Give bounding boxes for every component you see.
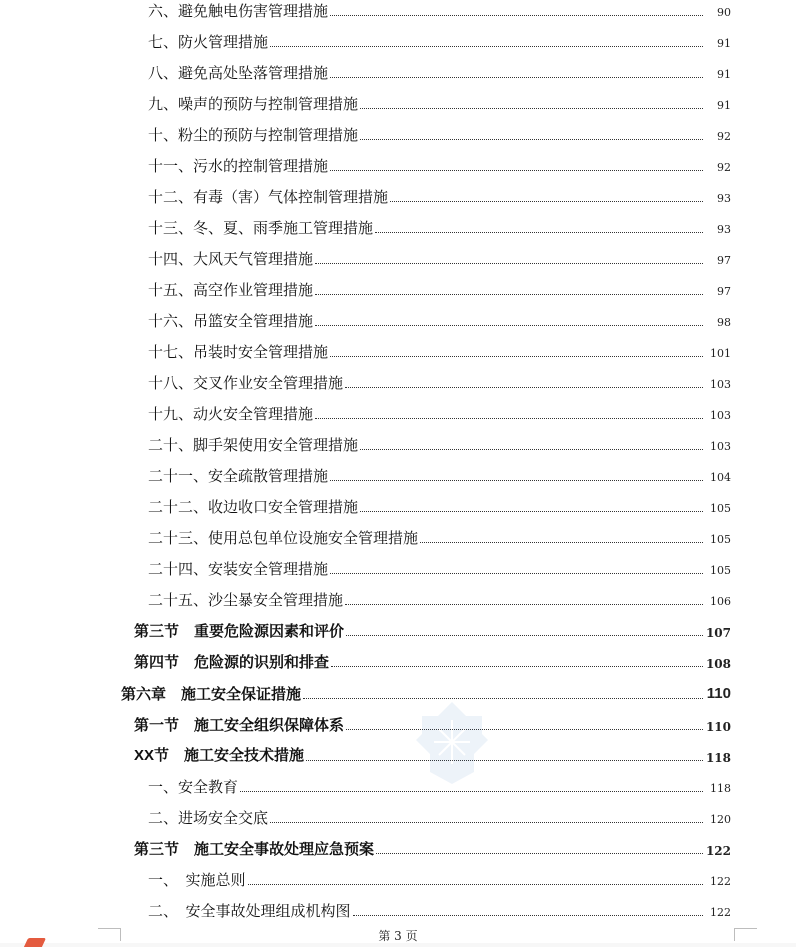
toc-page-number: 107	[705, 626, 731, 640]
toc-leader-dots	[315, 294, 703, 295]
toc-leader-dots	[346, 635, 703, 636]
toc-leader-dots	[330, 170, 703, 171]
toc-entry[interactable]	[148, 93, 731, 113]
toc-entry-title: 十七、吊装时安全管理措施	[148, 343, 329, 361]
toc-entry-title: 十一、污水的控制管理措施	[148, 157, 329, 175]
toc-page-number: 105	[710, 533, 731, 546]
footer-corner-left	[98, 928, 121, 941]
toc-entry-title: 二十五、沙尘暴安全管理措施	[148, 591, 344, 609]
toc-page-number: 118	[710, 782, 731, 795]
toc-entry-prefix: XX	[134, 747, 155, 764]
toc-page-number: 91	[717, 68, 731, 81]
toc-entry-title: 二十二、收边收口安全管理措施	[148, 498, 359, 516]
toc-leader-dots	[240, 791, 703, 792]
toc-leader-dots	[330, 77, 703, 78]
toc-entry[interactable]	[148, 465, 731, 485]
toc-entry[interactable]	[148, 124, 731, 144]
toc-page-number: 92	[717, 130, 731, 143]
toc-entry[interactable]	[148, 0, 731, 20]
toc-leader-dots	[376, 853, 703, 854]
toc-page-number: 104	[710, 471, 731, 484]
toc-page-number: 93	[717, 223, 731, 236]
toc-entry-title: 第四节 危险源的识别和排查	[134, 653, 330, 671]
toc-page-number: 110	[706, 685, 731, 702]
toc-page-number: 92	[717, 161, 731, 174]
toc-page-number: 97	[717, 285, 731, 298]
toc-page-number: 103	[710, 409, 731, 422]
toc-entry-title: 第三节 重要危险源因素和评价	[134, 622, 345, 640]
toc-entry[interactable]	[148, 869, 731, 889]
toc-entry-title: 二、进场安全交底	[148, 809, 269, 827]
toc-leader-dots	[330, 356, 703, 357]
toc-entry[interactable]	[148, 279, 731, 299]
toc-leader-dots	[330, 573, 703, 574]
toc-entry[interactable]	[148, 31, 731, 51]
toc-leader-dots	[270, 822, 703, 823]
toc-entry-title: 九、噪声的预防与控制管理措施	[148, 95, 359, 113]
toc-entry-title-text: 节 施工安全技术措施	[154, 746, 305, 764]
toc-page-number: 91	[717, 37, 731, 50]
toc-entry-title: 第一节 施工安全组织保障体系	[134, 716, 345, 734]
toc-page-number: 118	[705, 751, 731, 765]
toc-entry-title: 十二、有毒（害）气体控制管理措施	[148, 188, 389, 206]
toc-page-number: 90	[717, 6, 731, 19]
toc-page-number: 120	[710, 813, 731, 826]
toc-page-number: 106	[710, 595, 731, 608]
toc-leader-dots	[345, 604, 703, 605]
toc-leader-dots	[303, 698, 703, 699]
toc-leader-dots	[315, 325, 703, 326]
toc-page-number: 97	[717, 254, 731, 267]
toc-entry[interactable]	[148, 403, 731, 423]
toc-page-number: 108	[705, 657, 731, 671]
toc-page-number: 105	[710, 564, 731, 577]
toc-entry-title: 第三节 施工安全事故处理应急预案	[134, 840, 375, 858]
toc-page-number: 122	[710, 906, 731, 919]
toc-page-number: 101	[710, 347, 731, 360]
toc-entry-title: 二十三、使用总包单位设施安全管理措施	[148, 529, 419, 547]
toc-entry-title: 一、安全教育	[148, 778, 239, 796]
toc-page-number: 98	[717, 316, 731, 329]
toc-entry-title: 七、防火管理措施	[148, 33, 269, 51]
toc-entry[interactable]	[148, 900, 731, 920]
toc-leader-dots	[375, 232, 703, 233]
toc-entry-title: 二、 安全事故处理组成机构图	[148, 902, 351, 920]
toc-entry-title	[134, 746, 304, 765]
toc-leader-dots	[420, 542, 703, 543]
toc-leader-dots	[248, 884, 703, 885]
toc-leader-dots	[360, 449, 703, 450]
toc-entry-title: 十五、高空作业管理措施	[148, 281, 314, 299]
toc-entry-title: 二十四、安装安全管理措施	[148, 560, 329, 578]
toc-entry[interactable]	[148, 155, 731, 175]
toc-entry[interactable]	[148, 558, 731, 578]
toc-entry[interactable]	[148, 217, 731, 237]
toc-leader-dots	[345, 387, 703, 388]
toc-page-number: 103	[710, 378, 731, 391]
toc-leader-dots	[390, 201, 703, 202]
toc-entry-title: 十四、大风天气管理措施	[148, 250, 314, 268]
toc-entry[interactable]	[148, 62, 731, 82]
toc-entry-title: 十三、冬、夏、雨季施工管理措施	[148, 219, 374, 237]
toc-entry-title: 六、避免触电伤害管理措施	[148, 2, 329, 20]
page-number: 第 3 页	[378, 929, 418, 943]
toc-entry-title: 一、 实施总则	[148, 871, 246, 889]
toc-leader-dots	[330, 480, 703, 481]
toc-page-number: 103	[710, 440, 731, 453]
toc-entry-title: 十九、动火安全管理措施	[148, 405, 314, 423]
toc-entry[interactable]	[148, 186, 731, 206]
toc-leader-dots	[360, 511, 703, 512]
toc-entry[interactable]	[148, 248, 731, 268]
toc-page-number: 105	[710, 502, 731, 515]
toc-leader-dots	[360, 139, 703, 140]
toc-leader-dots	[306, 760, 703, 761]
toc-entry-title: 十、粉尘的预防与控制管理措施	[148, 126, 359, 144]
toc-entry-title: 八、避免高处坠落管理措施	[148, 64, 329, 82]
toc-leader-dots	[353, 915, 703, 916]
toc-entry[interactable]	[148, 310, 731, 330]
toc-entry-title: 十八、交叉作业安全管理措施	[148, 374, 344, 392]
toc-entry[interactable]	[148, 372, 731, 392]
footer-corner-right	[734, 928, 757, 941]
toc-page-number: 91	[717, 99, 731, 112]
toc-entry-title: 第六章 施工安全保证措施	[121, 685, 302, 703]
toc-page-number: 110	[705, 720, 731, 734]
toc-leader-dots	[331, 666, 703, 667]
toc-entry[interactable]	[134, 838, 731, 858]
toc-page-number: 122	[710, 875, 731, 888]
toc-leader-dots	[315, 418, 703, 419]
toc-leader-dots	[360, 108, 703, 109]
toc-page-number: 122	[705, 844, 731, 858]
toc-entry-title: 二十、脚手架使用安全管理措施	[148, 436, 359, 454]
toc-entry[interactable]	[148, 589, 731, 609]
toc-leader-dots	[270, 46, 703, 47]
toc-leader-dots	[346, 729, 703, 730]
toc-entry[interactable]	[148, 496, 731, 516]
construction-logo-icon	[414, 700, 490, 786]
toc-entry[interactable]	[134, 620, 731, 640]
page-bottom-strip	[0, 943, 796, 947]
toc-leader-dots	[315, 263, 703, 264]
toc-leader-dots	[330, 15, 703, 16]
toc-page-number: 93	[717, 192, 731, 205]
toc-entry-title: 十六、吊篮安全管理措施	[148, 312, 314, 330]
toc-entry[interactable]	[148, 807, 731, 827]
toc-entry-title: 二十一、安全疏散管理措施	[148, 467, 329, 485]
toc-entry[interactable]	[134, 651, 731, 671]
toc-entry[interactable]	[148, 341, 731, 361]
toc-entry[interactable]	[148, 434, 731, 454]
toc-entry[interactable]	[148, 527, 731, 547]
